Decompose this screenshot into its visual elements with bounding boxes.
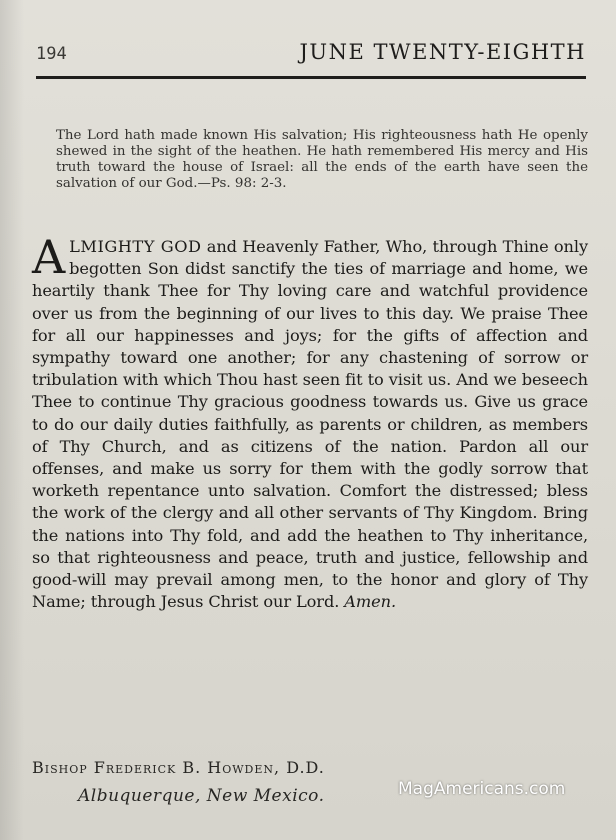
page-gutter-shadow (0, 0, 24, 840)
prayer-text (32, 230, 588, 613)
prayer-body: and Heavenly Father, Who, through Thine only begotten Son didst sanctify the ties of marriage and home, we heartily thank Thee for Thy loving care and watchful providence over us from the beginning of our lives to this day. We praise Thee for all our happinesses and joys; for the gifts of affection and sympathy toward one another; for any chastening of sorrow or tribulation with which Thou hast seen fit to visit us. And we beseech Thee to continue Thy gracious goodness towards us. Give us grace to do our daily duties faithfully, as parents or children, as members of Thy Church, and as citizens of the nation. Pardon all our offenses, and make us sorry for them with the godly sorrow that worketh repentance unto salvation. Comfort the distressed; bless the work of the clergy and all other servants of Thy Kingdom. Bring the nations into Thy fold, and add the heathen to Thy inheritance, so that righteousness and peace, truth and justice, fellowship and good-will may prevail among men, to the honor and glory of Thy Name; through Jesus Christ our Lord. (32, 237, 588, 612)
scripture-epigraph: The Lord hath made known His salvation; His righteousness hath He openly shewed in the sight of the heathen. He hath remembered His mercy and His truth toward the house of Israel: all the ends of the earth have seen the salvation of our God.—Ps. 98: 2-3. (56, 128, 588, 191)
prayer-amen: Amen. (344, 592, 396, 612)
watermark-text: MagAmericans.com (398, 779, 566, 799)
header-rule (36, 76, 586, 79)
page-number: 194 (36, 44, 67, 64)
page-title: JUNE TWENTY-EIGHTH (299, 40, 586, 64)
page-header (36, 40, 586, 70)
author-signature (32, 758, 572, 777)
prayer-opening: LMIGHTY GOD (69, 237, 202, 256)
author-location: Albuquerque, New Mexico. (78, 786, 325, 806)
drop-cap: A (32, 230, 66, 284)
author-name: Bishop Frederick B. Howden, D.D. (32, 758, 325, 777)
